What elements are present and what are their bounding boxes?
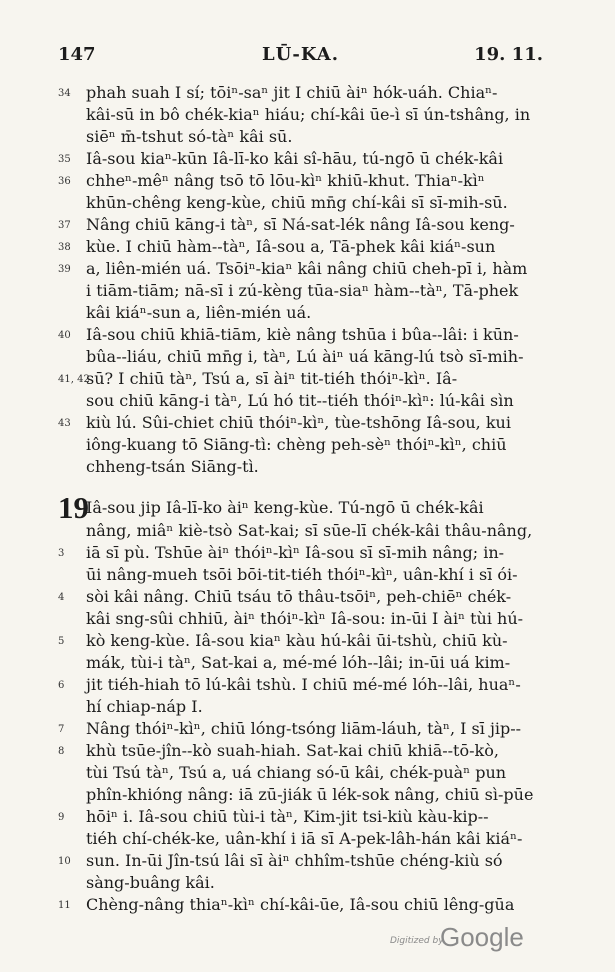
line-text: iā sī pù. Tshūe àiⁿ thóiⁿ-kìⁿ Iâ-sou sī sī-mih nâng; in- — [86, 543, 505, 562]
text-line — [58, 586, 548, 608]
text-line — [58, 520, 548, 542]
line-text: bûa--liáu, chiū mn̄g i, tàⁿ, Lú àiⁿ uá kāng-lú tsò sī-mih- — [86, 347, 524, 366]
verse-number: 11 — [58, 900, 71, 911]
text-line — [58, 192, 548, 214]
text-line — [58, 674, 548, 696]
running-header — [58, 44, 543, 70]
verse-number: 40 — [58, 330, 71, 341]
verse-number: 5 — [58, 636, 65, 647]
line-text: Iâ-sou kiaⁿ-kūn Iâ-lī-ko kâi sî-hāu, tú-ngō ū chék-kâi — [86, 149, 504, 168]
verse-number: 38 — [58, 242, 71, 253]
text-line — [58, 126, 548, 148]
line-text: sū? I chiū tàⁿ, Tsú a, sī àiⁿ tit-tiéh thói⁠ⁿ-kìⁿ. Iâ- — [86, 369, 458, 388]
line-text: Iâ-sou jip Iâ-lī-ko àiⁿ keng-kùe. Tú-ngō ū chék-kâi — [86, 498, 484, 517]
line-text: jit tiéh-hiah tō lú-kâi tshù. I chiū mé-mé lóh--lâi, huaⁿ- — [86, 675, 521, 694]
text-line — [58, 564, 548, 586]
text-line — [58, 324, 548, 346]
text-line — [58, 258, 548, 280]
line-text: siēⁿ m̄-tshut só-tàⁿ kâi sū. — [86, 127, 293, 146]
verse-number: 41, 42 — [58, 374, 90, 385]
line-text: ūi nâng-mueh tsōi bōi-tit-tiéh thóiⁿ-kìⁿ, uân-khí i sī ói- — [86, 565, 518, 584]
text-line — [58, 872, 548, 894]
line-text: khù tsūe-jîn--kò suah-hiah. Sat-kai chiū khiā--tō-kò, — [86, 741, 499, 760]
verse-number: 4 — [58, 592, 65, 603]
line-text: i tiām-tiām; nā-sī i zú-kèng tūa-siaⁿ hàm--tàⁿ, Tā-phek — [86, 281, 519, 300]
verse-number: 10 — [58, 856, 71, 867]
verse-number: 6 — [58, 680, 65, 691]
chapter-verse-ref: 19. 11. — [474, 44, 543, 65]
chapter-start-line — [58, 496, 548, 520]
line-text: kò keng-kùe. Iâ-sou kiaⁿ kàu hú-kâi ūi-tshù, chiū kù- — [86, 631, 508, 650]
text-line — [58, 104, 548, 126]
line-text: a, liên-mién uá. Tsōiⁿ-kiaⁿ kâi nâng chiū cheh-pī i, hàm — [86, 259, 528, 278]
text-line — [58, 368, 548, 390]
line-text: Nâng chiū kāng-i tàⁿ, sī Ná-sat-lék nâng Iâ-sou keng- — [86, 215, 515, 234]
chapter-gap — [58, 478, 548, 490]
line-text: kâi-sū in bô chék-kiaⁿ hiáu; chí-kâi ūe-ì sī ún-tshâng, in — [86, 105, 531, 124]
line-text: chheng-tsán Siāng-tì. — [86, 457, 259, 476]
line-text: hí chiap-náp I. — [86, 697, 203, 716]
text-line — [58, 148, 548, 170]
text-line — [58, 214, 548, 236]
line-text: tiéh chí-chék-ke, uân-khí i iā sī A-pek-lâh-hán kâi kiáⁿ- — [86, 829, 523, 848]
verse-number: 9 — [58, 812, 65, 823]
verse-number: 39 — [58, 264, 71, 275]
google-logo: Google — [440, 922, 524, 952]
line-text: sàng-buâng kâi. — [86, 873, 215, 892]
text-line — [58, 784, 548, 806]
line-text: kâi kiáⁿ-sun a, liên-mién uá. — [86, 303, 312, 322]
text-line — [58, 434, 548, 456]
verse-number: 7 — [58, 724, 65, 735]
book-title: LŪ-KA. — [262, 44, 339, 65]
text-line — [58, 280, 548, 302]
text-line — [58, 762, 548, 784]
text-line — [58, 170, 548, 192]
text-line — [58, 390, 548, 412]
text-line — [58, 542, 548, 564]
verse-number: 36 — [58, 176, 71, 187]
text-line — [58, 302, 548, 324]
line-text: chheⁿ-mêⁿ nâng tsō tō lōu-kìⁿ khiū-khut. Thiaⁿ-kìⁿ — [86, 171, 485, 190]
line-text: nâng, miâⁿ kiè-tsò Sat-kai; sī sūe-lī chék-kâi thâu-nâng, — [86, 521, 533, 540]
line-text: phah suah I sí; tōiⁿ-saⁿ jit I chiū àiⁿ hók-uáh. Chiaⁿ- — [86, 83, 498, 102]
line-text: tùi Tsú tàⁿ, Tsú a, uá chiang só-ū kâi, chék-puàⁿ pun — [86, 763, 507, 782]
text-line — [58, 718, 548, 740]
text-line — [58, 652, 548, 674]
text-line — [58, 608, 548, 630]
text-line — [58, 412, 548, 434]
line-text: hōiⁿ i. Iâ-sou chiū tùi-i tàⁿ, Kim-jit tsi-kiù kàu-kip-- — [86, 807, 489, 826]
line-text: kiù lú. Sûi-chiet chiū thóiⁿ-kìⁿ, tùe-tshōng Iâ-sou, kui — [86, 413, 511, 432]
chapter-number: 19 — [58, 496, 89, 520]
verse-number: 37 — [58, 220, 71, 231]
text-line — [58, 806, 548, 828]
text-line — [58, 740, 548, 762]
verse-number: 35 — [58, 154, 71, 165]
text-line — [58, 894, 548, 916]
verse-number: 43 — [58, 418, 71, 429]
line-text: Iâ-sou chiū khiā-tiām, kiè nâng tshūa i bûa--lâi: i kūn- — [86, 325, 519, 344]
text-line — [58, 630, 548, 652]
line-text: khūn-chêng keng-kùe, chiū mn̄g chí-kâi sī sī-mih-sū. — [86, 193, 508, 212]
verse-number: 34 — [58, 88, 71, 99]
line-text: Chèng-nâng thiaⁿ-kìⁿ chí-kâi-ūe, Iâ-sou chiū lêng-gūa — [86, 895, 515, 914]
text-line — [58, 850, 548, 872]
line-text: kâi sng-sûi chhiū, àiⁿ thóiⁿ-kìⁿ Iâ-sou: in-ūi I àiⁿ tùi hú- — [86, 609, 524, 628]
text-line — [58, 456, 548, 478]
line-text: mák, tùi-i tàⁿ, Sat-kai a, mé-mé lóh--lâi; in-ūi uá kim- — [86, 653, 511, 672]
line-text: sou chiū kāng-i tàⁿ, Lú hó tit--tiéh thóiⁿ-kìⁿ: lú-kâi sìn — [86, 391, 514, 410]
digitized-watermark — [390, 922, 565, 956]
line-text: Nâng thóiⁿ-kìⁿ, chiū lóng-tsóng liām-láuh, tàⁿ, I sī jip-- — [86, 719, 522, 738]
text-body — [58, 82, 548, 916]
text-line — [58, 346, 548, 368]
line-text: iông-kuang tō Siāng-tì: chèng peh-sèⁿ thóiⁿ-kìⁿ, chiū — [86, 435, 507, 454]
line-text: phîn-khióng nâng: iā zū-jiák ū lék-sok nâng, chiū sì-pūe — [86, 785, 534, 804]
text-line — [58, 828, 548, 850]
line-text: kùe. I chiū hàm--tàⁿ, Iâ-sou a, Tā-phek kâi kiáⁿ-sun — [86, 237, 496, 256]
page-number: 147 — [58, 44, 96, 65]
line-text: sòi kâi nâng. Chiū tsáu tō thâu-tsōiⁿ, peh-chiēⁿ chék- — [86, 587, 512, 606]
text-line — [58, 82, 548, 104]
text-line — [58, 236, 548, 258]
line-text: sun. In-ūi Jîn-tsú lâi sī àiⁿ chhîm-tshūe chéng-kiù só — [86, 851, 503, 870]
verse-number: 8 — [58, 746, 65, 757]
verse-number: 3 — [58, 548, 65, 559]
text-line — [58, 696, 548, 718]
watermark-prefix: Digitized by — [390, 936, 444, 946]
